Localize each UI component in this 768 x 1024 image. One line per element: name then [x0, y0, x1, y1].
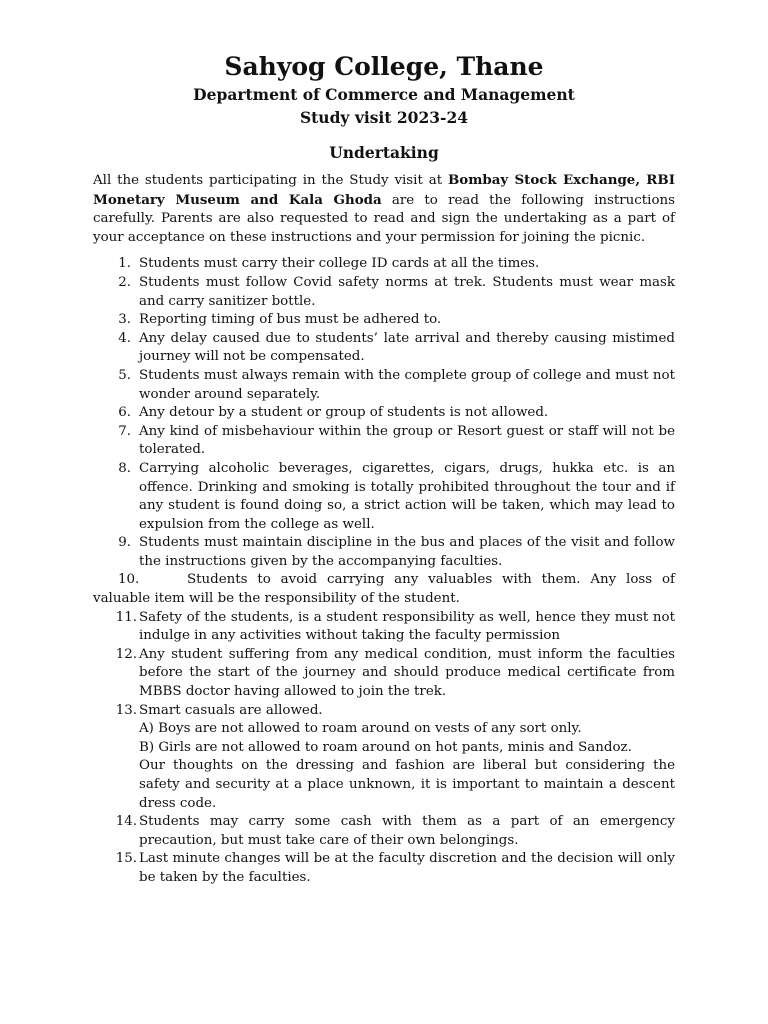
- undertaking-heading: Undertaking: [329, 143, 439, 162]
- rule-number: 2.: [118, 274, 131, 290]
- rule-subitem: B) Girls are not allowed to roam around on hot pants, minis and Sandoz.: [139, 739, 632, 755]
- rule-item: [93, 255, 675, 274]
- rule-item: [93, 311, 675, 330]
- rule-number: 6.: [118, 405, 131, 421]
- rule-text: Students may carry some cash with them as a part of an emergency precaution, but must take care of their own belongings.: [139, 814, 675, 848]
- intro-text-1: All the students participating in the Study visit at: [93, 173, 448, 188]
- rule-number: 5.: [118, 367, 131, 383]
- rule-text: Smart casuals are allowed.: [139, 702, 323, 718]
- intro-text-2: are to read the following instructions carefully. Parents are also requested to read and sign the undertaking as a part of your acceptance on these instructions and your permission for joining the picnic.: [93, 192, 675, 245]
- rule-number: 12.: [115, 646, 137, 662]
- rule-number: 15.: [115, 851, 137, 867]
- rule-item: [93, 274, 675, 311]
- rule-text: Students must follow Covid safety norms at trek. Students must wear mask and carry sanitizer bottle.: [139, 274, 675, 309]
- rule-item: [93, 813, 675, 850]
- rule-item: [93, 460, 675, 534]
- rule-text: Any kind of misbehaviour within the group or Resort guest or staff will not be tolerated.: [139, 423, 675, 458]
- rule-number: 14.: [115, 814, 137, 830]
- rule-number: 3.: [118, 312, 131, 328]
- rule-item: [93, 609, 675, 646]
- rule-number: 4.: [118, 330, 131, 346]
- college-title: Sahyog College, Thane: [224, 52, 544, 81]
- rule-text: Safety of the students, is a student responsibility as well, hence they must not indulge in any activities without taking the faculty permission: [139, 609, 675, 644]
- rule-text: Any delay caused due to students’ late arrival and thereby causing mistimed journey will not be compensated.: [139, 330, 675, 365]
- rule-number: 11.: [115, 609, 137, 625]
- rule-item: [93, 646, 675, 702]
- rule-item: [93, 702, 675, 814]
- rule-item: [93, 330, 675, 367]
- rule-item: [93, 571, 675, 608]
- rule-number: 7.: [118, 423, 131, 439]
- rule-text: Carrying alcoholic beverages, cigarettes, cigars, drugs, hukka etc. is an offence. Drinking and smoking is totally prohibited throughout the tour and if any student is found doing so, a strict action will be taken, which may lead to expulsion from the college as well.: [139, 460, 675, 532]
- rule-number: 13.: [115, 702, 137, 718]
- rule-text: Reporting timing of bus must be adhered to.: [139, 312, 442, 328]
- rule-text: Students must maintain discipline in the bus and places of the visit and follow the instructions given by the accompanying faculties.: [139, 535, 675, 569]
- rule-number: 10.: [118, 572, 140, 588]
- rule-item: [93, 534, 675, 571]
- rule-subitem: A) Boys are not allowed to roam around on vests of any sort only.: [139, 721, 582, 737]
- rule-item: [93, 404, 675, 423]
- rule-text: Any detour by a student or group of students is not allowed.: [139, 405, 549, 421]
- intro-venues: Bombay Stock Exchange, RBI Monetary Museum and Kala Ghoda: [93, 172, 675, 208]
- rule-number: 1.: [118, 256, 131, 272]
- rule-text: Any student suffering from any medical condition, must inform the faculties before the start of the journey and should produce medical certificate from MBBS doctor having allowed to join the trek.: [139, 646, 675, 700]
- document-page: [93, 52, 675, 888]
- rule-subitem: Our thoughts on the dressing and fashion are liberal but considering the safety and security at a place unknown, it is important to maintain a descent dress code.: [139, 758, 675, 811]
- intro-paragraph: [93, 171, 675, 247]
- department-name: Department of Commerce and Management: [193, 85, 575, 104]
- rule-number: 8.: [118, 460, 131, 476]
- rule-text: Students to avoid carrying any valuables with them. Any loss of valuable item will be the responsibility of the student.: [93, 572, 675, 607]
- rule-text: Students must always remain with the complete group of college and must not wonder around separately.: [139, 367, 675, 402]
- rule-item: [93, 423, 675, 460]
- rule-item: [93, 850, 675, 887]
- rule-item: [93, 367, 675, 404]
- rules-list: [93, 255, 675, 887]
- visit-title: Study visit 2023-24: [299, 108, 469, 127]
- rule-text: Students must carry their college ID cards at all the times.: [139, 256, 540, 272]
- rule-text: Last minute changes will be at the faculty discretion and the decision will only be taken by the faculties.: [139, 851, 675, 885]
- rule-number: 9.: [118, 535, 131, 551]
